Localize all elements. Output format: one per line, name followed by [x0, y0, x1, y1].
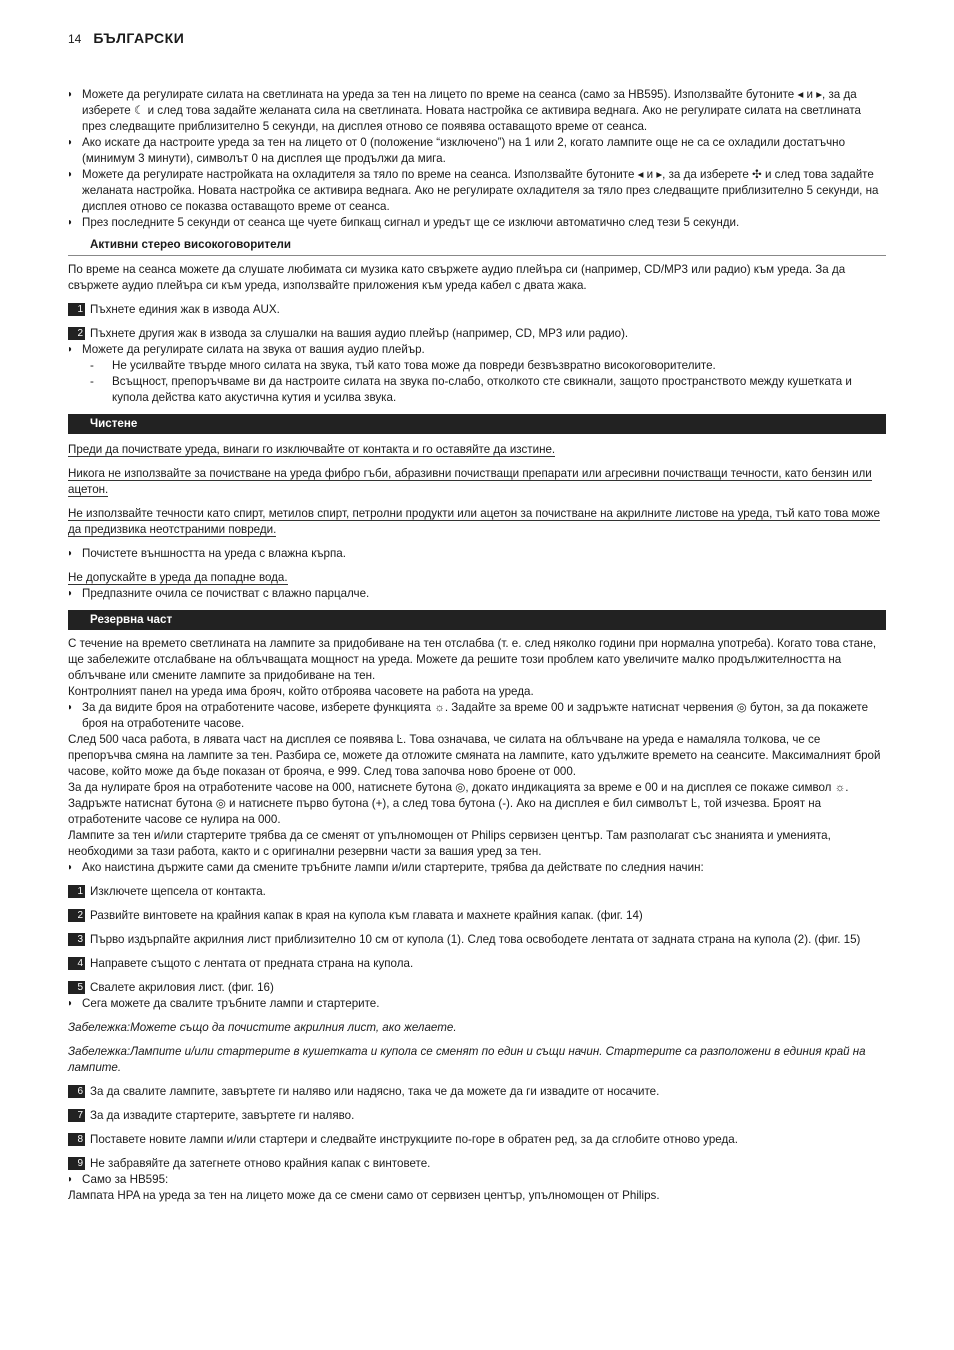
replacement-step-3 [68, 932, 886, 948]
speakers-step-1 [68, 302, 886, 318]
step-number: 2 [68, 327, 85, 340]
cleaning-bullet-1: ◗ Почистете външността на уреда с влажна кърпа. [68, 546, 886, 562]
replacement-bullet-3: ◗ Сега можете да свалите тръбните лампи и стартерите. [68, 996, 886, 1012]
cleaning-warning-4: Не допускайте в уреда да попадне вода. [68, 571, 288, 584]
step-number: 7 [68, 1109, 85, 1122]
intro-bullet-1: ◗ Можете да регулирате силата на светлината на уреда за тен на лицето по време на сеанса (само за HB595). Използвайте бутоните ◂ и ▸, за да изберете ☾ и след това задайте желаната сила на светлината. Новата настройка се активира веднага. Ако не регулирате силата на светлината през следващите приблизително 5 секунди, на дисплея отново се появява оставащото време от сеанса. [68, 87, 886, 135]
step-number: 4 [68, 957, 85, 970]
replacement-step-1 [68, 884, 886, 900]
replacement-paragraph-2: Контролният панел на уреда има брояч, който отброява часовете на работа на уреда. [68, 685, 534, 698]
step-text: Направете същото с лентата от предната страна на купола. [90, 957, 414, 970]
replacement-note-1: Забележка:Можете също да почистите акрилния лист, ако желаете. [68, 1021, 457, 1034]
step-number: 5 [68, 981, 85, 994]
replacement-paragraph-4: За да нулирате броя на отработените часове на 000, натиснете бутона ◎, докато индикацията за време е 00 и на дисплея се покаже символ ☼. Задръжте натиснат бутона ◎ и натиснете първо бутона (+), а след това бутона (-). Ако на дисплея е бил символът Ŀ, той изчезва. Броят на отработените часове се нулира на 000. [68, 781, 849, 826]
intro-bullet-2: ◗ Ако искате да настроите уреда за тен на лицето от 0 (положение “изключено”) на 1 или 2, когато лампите още не са се охладили достатъчно (минимум 3 минути), символът 0 на дисплея ще продължи да мига. [68, 135, 886, 167]
speakers-dash-1: - Не усилвайте твърде много силата на звука, тъй като това може да повреди безвъзвратно високоговорителите. [68, 358, 886, 374]
step-text: За да свалите лампите, завъртете ги наляво или надясно, така че да можете да ги извадите от носачите. [90, 1085, 660, 1098]
page-number: 14 [68, 32, 82, 46]
step-number: 8 [68, 1133, 85, 1146]
intro-bullet-4: ◗ През последните 5 секунди от сеанса ще чуете бипкащ сигнал и уредът ще се изключи автоматично след тези 5 секунди. [68, 215, 886, 231]
step-text: Свалете акриловия лист. (фиг. 16) [90, 981, 274, 994]
step-text: За да извадите стартерите, завъртете ги наляво. [90, 1109, 355, 1122]
language-title: БЪЛГАРСКИ [93, 30, 185, 46]
step-number: 3 [68, 933, 85, 946]
cleaning-bullet-2: ◗ Предпазните очила се почистват с влажно парцалче. [68, 586, 886, 602]
cleaning-warning-1: Преди да почиствате уреда, винаги го изключвайте от контакта и го оставяйте да изстине. [68, 443, 556, 456]
speakers-dash-2: - Всъщност, препоръчваме ви да настроите силата на звука по-слабо, отколкото сте свикнали, защото пространството между кушетката и купола действа като акустична кутия и усилва звука. [68, 374, 886, 406]
replacement-bullet-4: ◗ Само за HB595: [68, 1172, 886, 1188]
replacement-paragraph-5: Лампите за тен и/или стартерите трябва да се сменят от упълномощен от Philips сервизен център. Там разполагат със знанията и уменията, необходими за тази работа, както и с оригинални резервни части за вашия уред за тен. [68, 829, 831, 858]
page-header [68, 30, 886, 47]
cleaning-heading: Чистене [68, 414, 886, 434]
cleaning-warning-3: Не използвайте течности като спирт, метилов спирт, петролни продукти или ацетон за почистване на акрилните листове на уреда, тъй като това може да предизвика неотстраними повреди. [68, 507, 880, 536]
replacement-step-6 [68, 1084, 886, 1100]
replacement-bullet-1: ◗ За да видите броя на отработените часове, изберете функцията ☼. Задайте за време 00 и задръжте натиснат червения ◎ бутон, за да покажете броя на отработените часове. [68, 700, 886, 732]
speakers-step-2 [68, 326, 886, 342]
replacement-step-8 [68, 1132, 886, 1148]
replacement-heading: Резервна част [68, 610, 886, 630]
replacement-paragraph-1: С течение на времето светлината на лампите за придобиване на тен отслабва (т. е. след няколко години при нормална употреба). Когато това стане, ще забележите отслабване на облъчващата мощност на уреда. Можете да решите този проблем като увеличите малко продължителността на облъчване или смените лампите за придобиване на тен. [68, 637, 877, 682]
speakers-bullet: ◗ Можете да регулирате силата на звука от вашия аудио плейър. [68, 342, 886, 358]
replacement-step-2 [68, 908, 886, 924]
replacement-note-2: Забележка:Лампите и/или стартерите в кушетката и купола се сменят по един и същи начин. Стартерите са разположени в единия край на лампите. [68, 1045, 866, 1074]
speakers-intro: По време на сеанса можете да слушате любимата си музика като свържете аудио плейъра си (например, CD/MP3 или радио) към уреда. За да свържете аудио плейъра си към уреда, използвайте приложения към уреда кабел с двата жака. [68, 263, 846, 292]
replacement-bullet-2: ◗ Ако наистина държите сами да смените тръбните лампи и/или стартерите, трябва да действате по следния начин: [68, 860, 886, 876]
replacement-paragraph-3: След 500 часа работа, в лявата част на дисплея се появява Ŀ. Това означава, че силата на облъчване на уреда е намаляла толкова, че се препоръчва смяна на лампите за тен. Разбира се, можете да отложите смяната на лампите, като удължите времето на сеансите. Максималният брой часове, който може да бъде показан от брояча, е 999. След това започва ново броене от 000. [68, 733, 881, 778]
step-text: Пъхнете другия жак в извода за слушалки на вашия аудио плейър (например, CD, MP3 или радио). [90, 327, 629, 340]
step-number: 1 [68, 885, 85, 898]
intro-bullet-3: ◗ Можете да регулирате настройката на охладителя за тяло по време на сеанса. Използвайте бутоните ◂ и ▸, за да изберете ✣ и след това задайте желаната настройка. Новата настройка се активира веднага. Ако не регулирате охладителя за тяло през следващите приблизително 5 секунди, на дисплея отново се показва оставащото време от сеанса. [68, 167, 886, 215]
step-number: 2 [68, 909, 85, 922]
speakers-heading: Активни стерео високоговорители [68, 237, 886, 256]
manual-page [68, 30, 886, 1204]
step-number: 9 [68, 1157, 85, 1170]
step-text: Не забравяйте да затегнете отново крайния капак с винтовете. [90, 1157, 431, 1170]
replacement-step-9 [68, 1156, 886, 1172]
step-text: Поставете новите лампи и/или стартери и следвайте инструкциите по-горе в обратен ред, за да сглобите отново уреда. [90, 1133, 738, 1146]
step-text: Изключете щепсела от контакта. [90, 885, 266, 898]
step-number: 6 [68, 1085, 85, 1098]
step-text: Първо издърпайте акрилния лист приблизително 10 см от купола (1). След това освободете лентата от задната страна на купола (2). (фиг. 15) [90, 933, 861, 946]
replacement-step-4 [68, 956, 886, 972]
step-text: Пъхнете единия жак в извода AUX. [90, 303, 280, 316]
replacement-paragraph-6: Лампата HPA на уреда за тен на лицето може да се смени само от сервизен център, упълномощен от Philips. [68, 1189, 660, 1202]
cleaning-warning-2: Никога не използвайте за почистване на уреда фибро гъби, абразивни почистващи препарати или агресивни почистващи течности, като бензин или ацетон. [68, 467, 872, 496]
replacement-step-7 [68, 1108, 886, 1124]
step-text: Развийте винтовете на крайния капак в края на купола към главата и махнете крайния капак. (фиг. 14) [90, 909, 643, 922]
replacement-step-5 [68, 980, 886, 996]
step-number: 1 [68, 303, 85, 316]
